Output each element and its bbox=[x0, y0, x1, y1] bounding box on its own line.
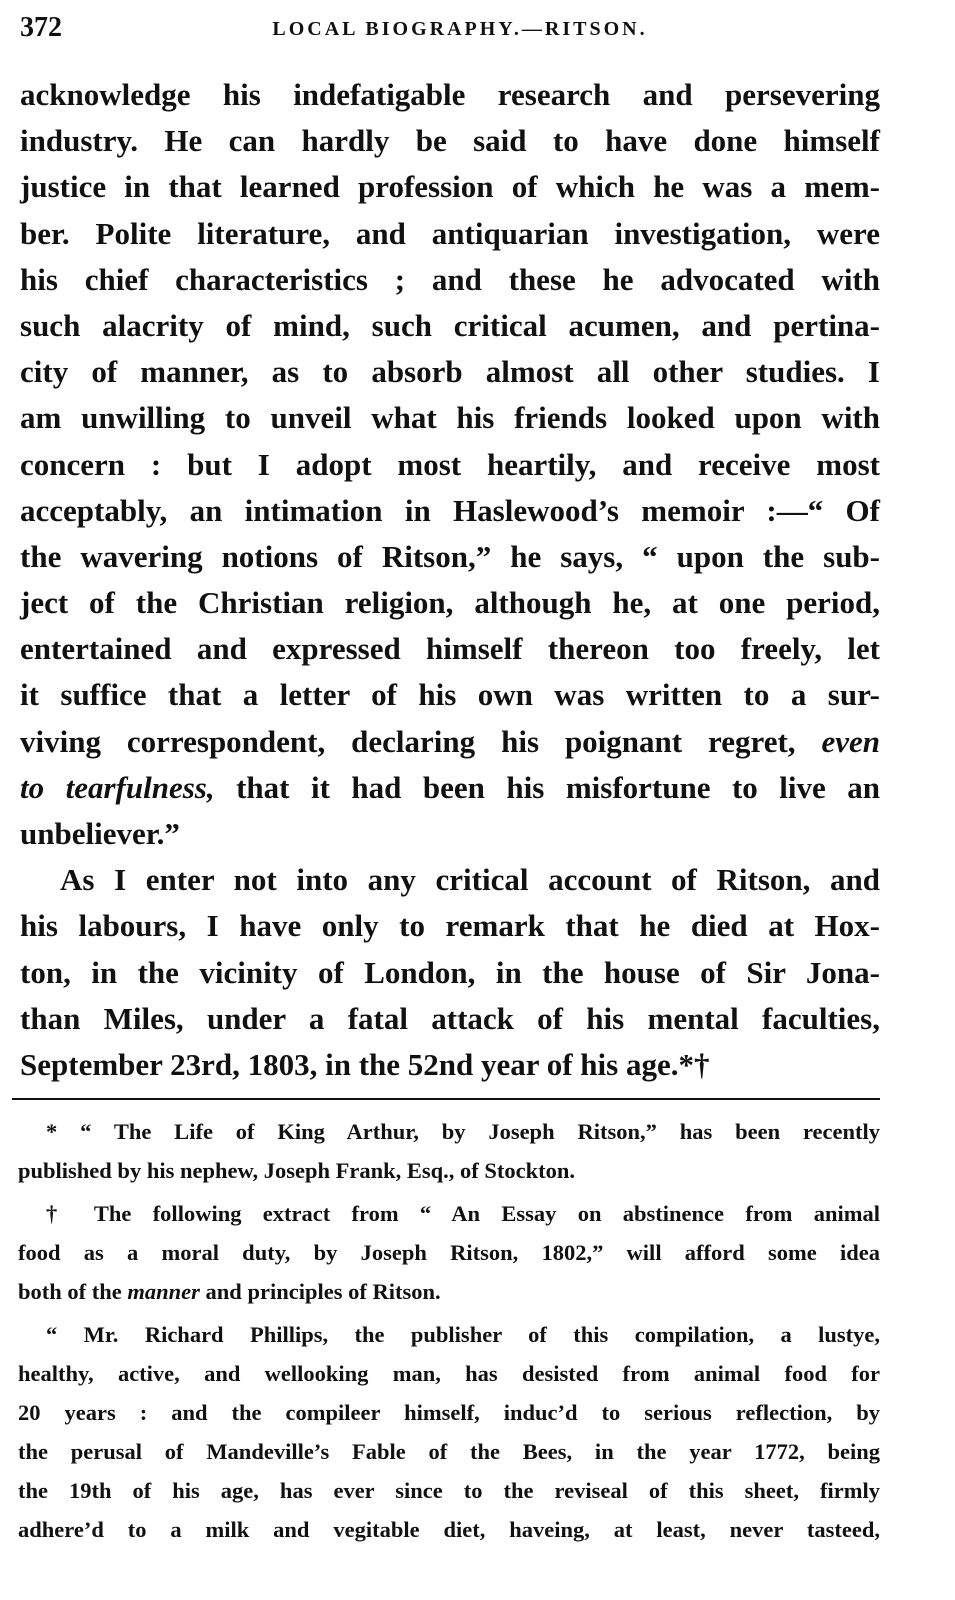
body-line: ber. Polite literature, and antiquarian investigation, were bbox=[20, 215, 880, 251]
footnote-line: food as a moral duty, by Joseph Ritson, 1802,” will afford some idea bbox=[18, 1240, 880, 1265]
footnote-line: † The following extract from “ An Essay on abstinence from animal bbox=[46, 1201, 880, 1226]
body-line: his labours, I have only to remark that he died at Hox- bbox=[20, 908, 880, 944]
running-title: LOCAL BIOGRAPHY.—RITSON. bbox=[272, 18, 648, 40]
italic-phrase: even bbox=[821, 723, 880, 759]
footnote-line: adhere’d to a milk and vegitable diet, haveing, at least, never tasteed, bbox=[18, 1517, 880, 1542]
body-line: his chief characteristics ; and these he advocated with bbox=[20, 261, 880, 297]
body-line: ton, in the vicinity of London, in the house of Sir Jona- bbox=[20, 954, 880, 990]
footnote-divider bbox=[12, 1098, 880, 1100]
body-line: am unwilling to unveil what his friends looked upon with bbox=[20, 400, 880, 436]
page-number: 372 bbox=[20, 12, 62, 43]
page-header bbox=[20, 12, 880, 44]
body-line: acceptably, an intimation in Haslewood’s memoir :—“ Of bbox=[20, 492, 880, 528]
body-line: concern : but I adopt most heartily, and receive most bbox=[20, 446, 880, 482]
footnote-line-text: both of the bbox=[18, 1279, 122, 1304]
body-line-with-italic bbox=[20, 765, 880, 811]
body-line-with-italic bbox=[20, 719, 880, 765]
body-line: the wavering notions of Ritson,” he says, “ upon the sub- bbox=[20, 538, 880, 574]
body-line: than Miles, under a fatal attack of his mental faculties, bbox=[20, 1000, 880, 1036]
footnote-line: the 19th of his age, has ever since to the reviseal of this sheet, firmly bbox=[18, 1478, 880, 1503]
italic-phrase: to tearfulness, bbox=[20, 769, 215, 805]
body-line: unbeliever.” bbox=[20, 816, 180, 851]
body-line: September 23rd, 1803, in the 52nd year of his age.*† bbox=[20, 1046, 710, 1082]
body-line: acknowledge his indefatigable research and persevering bbox=[20, 77, 880, 112]
body-line-text: viving correspondent, declaring his poignant regret, bbox=[20, 723, 796, 759]
body-line: ject of the Christian religion, although he, at one period, bbox=[20, 585, 880, 621]
body-line: As I enter not into any critical account of Ritson, and bbox=[60, 862, 880, 898]
footnote-line: * “ The Life of King Arthur, by Joseph Ritson,” has been recently bbox=[46, 1119, 880, 1144]
body-line: industry. He can hardly be said to have done himself bbox=[20, 123, 880, 159]
footnote-line-with-italic bbox=[18, 1272, 880, 1311]
footnote-line: published by his nephew, Joseph Frank, Esq., of Stockton. bbox=[18, 1158, 576, 1183]
footnote-line: healthy, active, and wellooking man, has desisted from animal food for bbox=[18, 1361, 880, 1386]
body-line: it suffice that a letter of his own was written to a sur- bbox=[20, 677, 880, 713]
body-line: justice in that learned profession of which he was a mem- bbox=[20, 169, 880, 205]
body-line: such alacrity of mind, such critical acumen, and pertina- bbox=[20, 307, 880, 343]
body-text bbox=[20, 72, 880, 1088]
footnote-line: the perusal of Mandeville’s Fable of the Bees, in the year 1772, being bbox=[18, 1439, 880, 1464]
italic-phrase: manner bbox=[127, 1279, 200, 1304]
body-line: entertained and expressed himself thereon too freely, let bbox=[20, 631, 880, 667]
footnote-line: “ Mr. Richard Phillips, the publisher of this compilation, a lustye, bbox=[46, 1322, 880, 1347]
body-line: city of manner, as to absorb almost all other studies. I bbox=[20, 354, 880, 390]
footnotes bbox=[18, 1112, 880, 1549]
footnote-line-text: and principles of Ritson. bbox=[205, 1279, 441, 1304]
body-line-text: that it had been his misfortune to live an bbox=[236, 769, 881, 805]
footnote-line: 20 years : and the compileer himself, induc’d to serious reflection, by bbox=[18, 1400, 880, 1425]
